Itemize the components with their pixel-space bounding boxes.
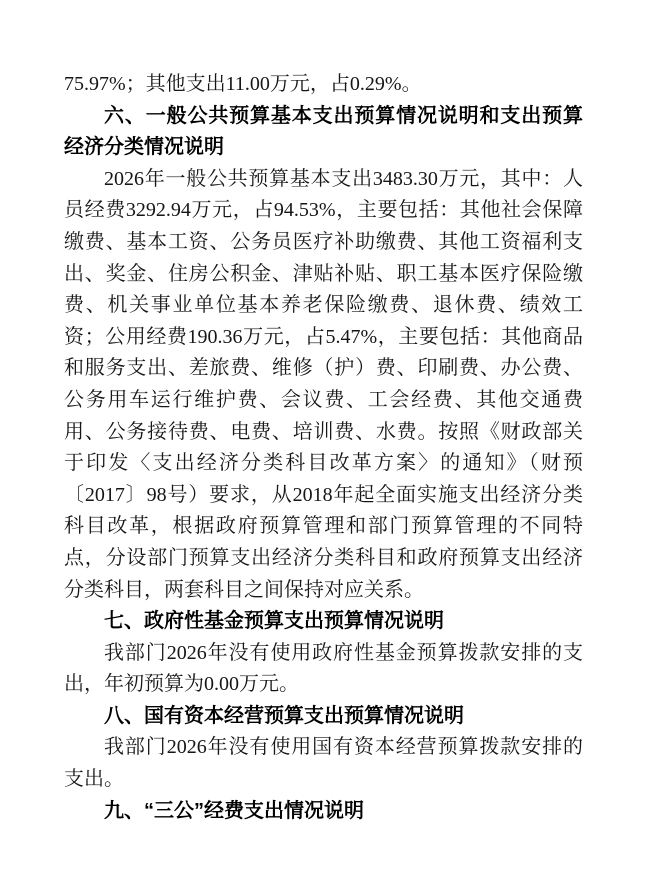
text-line: 出、奖金、住房公积金、津贴补贴、职工基本医疗保险缴 bbox=[64, 262, 583, 285]
text-line: 〔2017〕98号）要求，从2018年起全面实施支出经济分类 bbox=[64, 483, 583, 506]
text-line: 支出。 bbox=[64, 768, 124, 791]
text-line: 用、公务接待费、电费、培训费、水费。按照《财政部关 bbox=[64, 420, 583, 443]
text-line: 分类科目，两套科目之间保持对应关系。 bbox=[64, 578, 424, 601]
section-heading-6: 六、一般公共预算基本支出预算情况说明和支出预算 bbox=[104, 104, 583, 127]
text-line: 科目改革，根据政府预算管理和部门预算管理的不同特 bbox=[64, 515, 583, 538]
text-line: 缴费、基本工资、公务员医疗补助缴费、其他工资福利支 bbox=[64, 230, 583, 253]
text-line: 于印发〈支出经济分类科目改革方案〉的通知》（财预 bbox=[64, 452, 583, 475]
text-line: 资；公用经费190.36万元，占5.47%，主要包括：其他商品 bbox=[64, 325, 583, 348]
text-line: 2026年一般公共预算基本支出3483.30万元，其中：人 bbox=[104, 167, 583, 190]
text-line: 我部门2026年没有使用国有资本经营预算拨款安排的 bbox=[104, 736, 583, 759]
text-line: 75.97%；其他支出11.00万元，占0.29%。 bbox=[64, 73, 422, 95]
section-heading-8: 八、国有资本经营预算支出预算情况说明 bbox=[104, 704, 464, 727]
section-heading-7: 七、政府性基金预算支出预算情况说明 bbox=[104, 610, 444, 633]
text-line: 出，年初预算为0.00万元。 bbox=[64, 673, 299, 696]
text-line: 员经费3292.94万元，占94.53%，主要包括：其他社会保障 bbox=[64, 199, 583, 222]
section-heading-9: 九、“三公”经费支出情况说明 bbox=[104, 799, 364, 822]
text-line: 我部门2026年没有使用政府性基金预算拨款安排的支 bbox=[104, 641, 583, 664]
text-line: 点，分设部门预算支出经济分类科目和政府预算支出经济 bbox=[64, 546, 583, 569]
text-line: 公务用车运行维护费、会议费、工会经费、其他交通费 bbox=[64, 388, 583, 411]
text-line: 和服务支出、差旅费、维修（护）费、印刷费、办公费、 bbox=[64, 357, 583, 380]
section-heading-6-cont: 经济分类情况说明 bbox=[64, 136, 224, 159]
text-line: 费、机关事业单位基本养老保险缴费、退休费、绩效工 bbox=[64, 294, 583, 317]
